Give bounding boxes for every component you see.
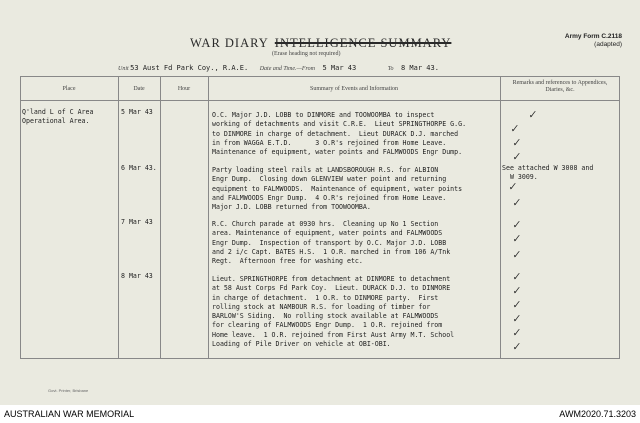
handwritten-tick-mark: ✓ [507, 181, 518, 194]
column-divider [20, 76, 21, 358]
table-row-summary: Party loading steel rails at LANDSBOROUGH R.S. for ALBION Engr Dump. Closing down GLENVIEW water point and returning equipment to FALMWOODS. Maintenance of equipment, water points and FALMWOODS Engr Dump. 4 O.R's rejoined from Home Leave. Major J.D. LOBB returned from TOOWOOMBA. [212, 166, 463, 212]
table-row-summary: Lieut. SPRINGTHORPE from detachment at DINMORE to detachment at 58 Aust Corps Fd Park Coy. Lieut. DURACK D.J. to DINMORE in charge of detachment. 1 O.R. to DINMORE party. First rolling stock at NAMBOUR R.S. for loading of timber for BARLOW'S Siding. No rolling stock available at FALMWOODS for clearing of FALMWOODS Engr Dump. 1 O.R. rejoined from Home leave. 1 O.R. rejoined from First Aust Army M.T. School Loading of Pile Driver on vehicle at OBI-OBI. [212, 275, 455, 349]
handwritten-tick-mark: ✓ [511, 285, 522, 298]
handwritten-tick-mark: ✓ [511, 313, 522, 326]
footer-accession-number: AWM2020.71.3203 [559, 409, 636, 419]
handwritten-tick-mark: ✓ [511, 299, 522, 312]
date-label: Date and Time.—From [259, 66, 315, 72]
header-remarks: Remarks and references to Appendices, Diaries, &c. [512, 80, 608, 93]
form-id-block [565, 33, 622, 49]
unit-label: Unit [118, 66, 129, 72]
table-row-summary: R.C. Church parade at 0930 hrs. Cleaning up No 1 Section area. Maintenance of equipment, water points and FALMWOODS Engr Dump. Inspection of transport by O.C. Major J.D. LOBB and 2 i/c Capt. BATES H.S. 1 O.R. marched in from 106 A/Tnk Regt. Afternoon free for washing etc. [212, 220, 451, 266]
title-text: WAR DIARY [190, 36, 269, 50]
handwritten-tick-mark: ✓ [511, 233, 522, 246]
column-divider [160, 76, 161, 358]
handwritten-tick-mark: ✓ [511, 327, 522, 340]
handwritten-tick-mark: ✓ [509, 123, 520, 136]
handwritten-tick-mark: ✓ [511, 151, 522, 164]
handwritten-tick-mark: ✓ [511, 341, 522, 354]
column-divider [500, 76, 501, 358]
column-divider [619, 76, 620, 358]
header-summary: Summary of Events and Information [310, 86, 398, 92]
table-row-remarks: See attached W 3008 and W 3009. [502, 164, 594, 182]
table-row-date: 7 Mar 43 [121, 218, 153, 226]
header-date: Date [133, 86, 145, 92]
header-place: Place [62, 86, 76, 92]
to-label: To [387, 66, 394, 72]
table-row-summary: O.C. Major J.D. LOBB to DINMORE and TOOWOOMBA to inspect working of detachments and visit C.R.E. Lieut SPRINGTHORPE G.G. to DINMORE in charge of detachment. Lieut DURACK D.J. marched in from WAGGA E.T.D. 3 O.R's rejoined from Home Leave. Maintenance of equipment, water points and FALMWOODS Engr Dump. [212, 111, 467, 157]
header-hour: Hour [177, 86, 191, 92]
handwritten-tick-mark: ✓ [527, 109, 538, 122]
date-to: 8 Mar 43. [400, 64, 439, 72]
printer-note: Govt. Printer, Brisbane [48, 388, 89, 393]
header-bottom-rule [20, 100, 620, 101]
table-bottom-rule [20, 358, 620, 359]
date-from: 5 Mar 43 [322, 64, 357, 72]
footer-institution: AUSTRALIAN WAR MEMORIAL [4, 409, 135, 419]
unit-value: 53 Aust Fd Park Coy., R.A.E. [130, 64, 249, 72]
table-row-date: 8 Mar 43 [121, 272, 153, 280]
erase-note: (Erase heading not required) [272, 51, 341, 57]
document-title [190, 36, 451, 51]
struck-heading: INTELLIGENCE SUMMARY [274, 36, 452, 50]
handwritten-tick-mark: ✓ [511, 271, 522, 284]
column-divider [118, 76, 119, 358]
handwritten-tick-mark: ✓ [511, 137, 522, 150]
table-row-date: 5 Mar 43 [121, 108, 153, 116]
form-note: (adapted) [594, 41, 622, 48]
column-divider [208, 76, 209, 358]
handwritten-tick-mark: ✓ [511, 219, 522, 232]
table-top-rule [20, 76, 620, 77]
handwritten-tick-mark: ✓ [511, 249, 522, 262]
handwritten-tick-mark: ✓ [511, 197, 522, 210]
table-row-date: 6 Mar 43. [121, 164, 157, 172]
table-row-place: Q'land L of C Area Operational Area. [22, 108, 94, 126]
form-id: Army Form C.2118 [564, 33, 622, 40]
unit-line [118, 64, 439, 72]
